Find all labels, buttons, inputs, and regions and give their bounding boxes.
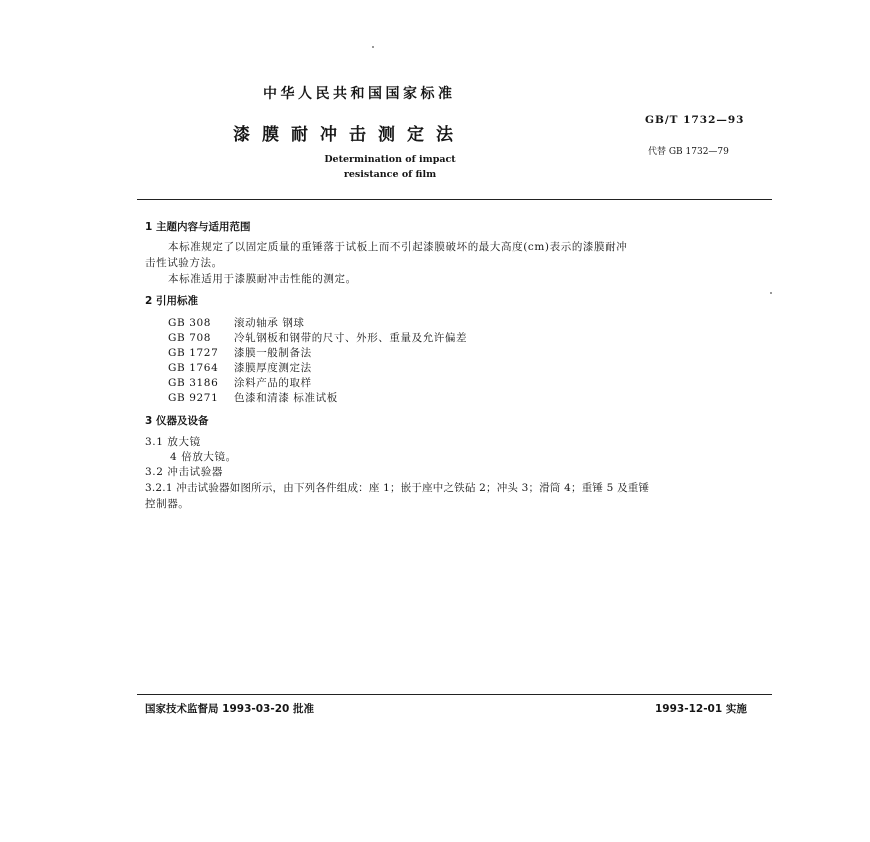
implementation-date: 1993-12-01 实施 [655,703,747,715]
reference-title: 滚动轴承 钢球 [234,317,305,329]
clause-3-1-text: 4 倍放大镜。 [170,451,237,463]
scan-speck [372,46,374,48]
reference-code: GB 1727 [168,347,219,359]
clause-3-2: 3.2 冲击试验器 [145,466,223,478]
reference-code: GB 708 [168,332,212,344]
section-1-heading: 1 主题内容与适用范围 [145,221,251,233]
section-1-para2: 本标准适用于漆膜耐冲击性能的测定。 [168,273,357,285]
reference-item [168,390,338,405]
reference-title: 漆膜一般制备法 [234,347,312,359]
scan-speck [770,292,772,294]
reference-title: 涂料产品的取样 [234,377,312,389]
reference-title: 冷轧钢板和钢带的尺寸、外形、重量及允许偏差 [234,332,468,344]
section-3-heading: 3 仪器及设备 [145,415,209,427]
section-2-heading: 2 引用标准 [145,295,198,307]
reference-code: GB 3186 [168,377,219,389]
clause-3-2-1-line2: 控制器。 [145,498,190,510]
reference-title: 漆膜厚度测定法 [234,362,312,374]
reference-code: GB 308 [168,317,212,329]
reference-item [168,330,467,345]
standard-title-cn: 漆膜耐冲击测定法 [233,125,465,145]
reference-item [168,315,305,330]
reference-item [168,360,312,375]
reference-item [168,345,312,360]
approval-note: 国家技术监督局 1993-03-20 批准 [145,703,314,715]
clause-3-2-1-line1: 3.2.1 冲击试验器如图所示，由下列各件组成：座 1；嵌于座中之铁砧 2；冲头 3；滑筒 4；重锤 5 及重锤 [145,482,650,494]
reference-code: GB 9271 [168,392,219,404]
national-standard-heading: 中华人民共和国国家标准 [263,86,456,102]
header-rule [137,199,772,200]
clause-3-1: 3.1 放大镜 [145,436,201,448]
standard-number: GB/T 1732—93 [645,114,745,126]
replaces-note: 代替 GB 1732—79 [648,147,729,157]
reference-code: GB 1764 [168,362,219,374]
section-1-para1-line1: 本标准规定了以固定质量的重锤落于试板上而不引起漆膜破坏的最大高度(cm)表示的漆膜耐冲 [168,241,628,253]
title-en-line2: resistance of film [343,169,437,180]
title-en-line1: Determination of impact [324,154,456,165]
standard-title-en [300,152,480,182]
section-1-para1-line2: 击性试验方法。 [145,257,223,269]
footer-rule [137,694,772,695]
reference-title: 色漆和清漆 标准试板 [234,392,338,404]
reference-item [168,375,312,390]
